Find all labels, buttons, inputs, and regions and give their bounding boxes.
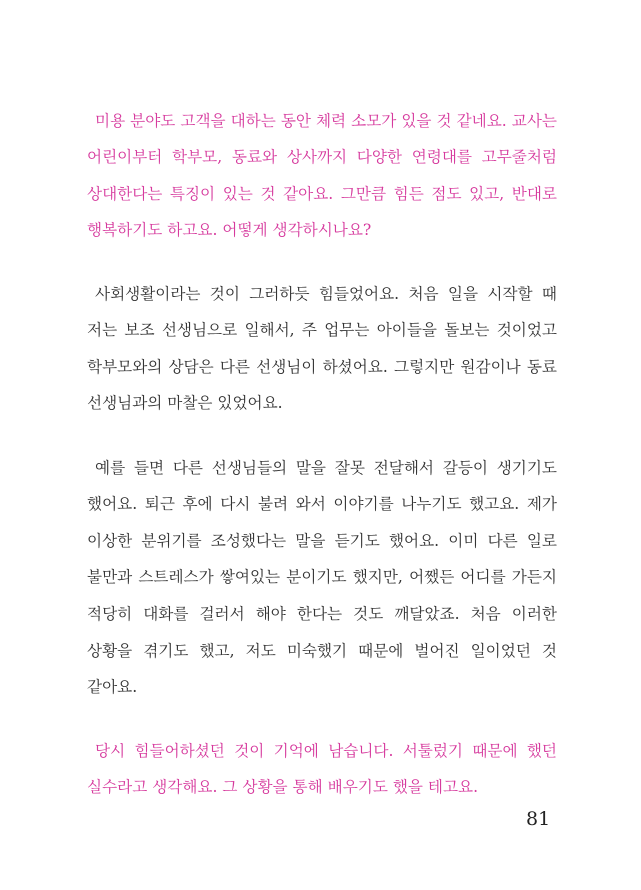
interviewer-question-paragraph: 미용 분야도 고객을 대하는 동안 체력 소모가 있을 것 같네요. 교사는 어린이부터 학부모, 동료와 상사까지 다양한 연령대를 고무줄처럼 상대한다는 특징이 있는 것 같아요. 그만큼 힘든 점도 있고, 반대로 행복하기도 하고요. 어떻게 생각하시나요? [87, 111, 557, 240]
interviewee-answer-paragraph: 사회생활이라는 것이 그러하듯 힘들었어요. 처음 일을 시작할 때 저는 보조 선생님으로 일해서, 주 업무는 아이들을 돌보는 것이었고 학부모와의 상담은 다른 선생님이 하셨어요. 그렇지만 원감이나 동료 선생님과의 마찰은 있었어요. [87, 284, 557, 413]
page-number: 81 [526, 808, 551, 830]
interviewer-question-paragraph: 당시 힘들어하셨던 것이 기억에 남습니다. 서툴렀기 때문에 했던 실수라고 생각해요. 그 상황을 통해 배우기도 했을 테고요. [87, 741, 557, 797]
interviewee-answer-paragraph: 예를 들면 다른 선생님들의 말을 잘못 전달해서 갈등이 생기기도 했어요. 퇴근 후에 다시 불려 와서 이야기를 나누기도 했고요. 제가 이상한 분위기를 조성했다는 말을 듣기도 했어요. 이미 다른 일로 불만과 스트레스가 쌓여있는 분이기도 했지만, 어쨌든 어디를 가든지 적당히 대화를 걸러서 해야 한다는 것도 깨달았죠. 처음 이러한 상황을 겪기도 했고, 저도 미숙했기 때문에 벌어진 일이었던 것 같아요. [87, 458, 557, 697]
